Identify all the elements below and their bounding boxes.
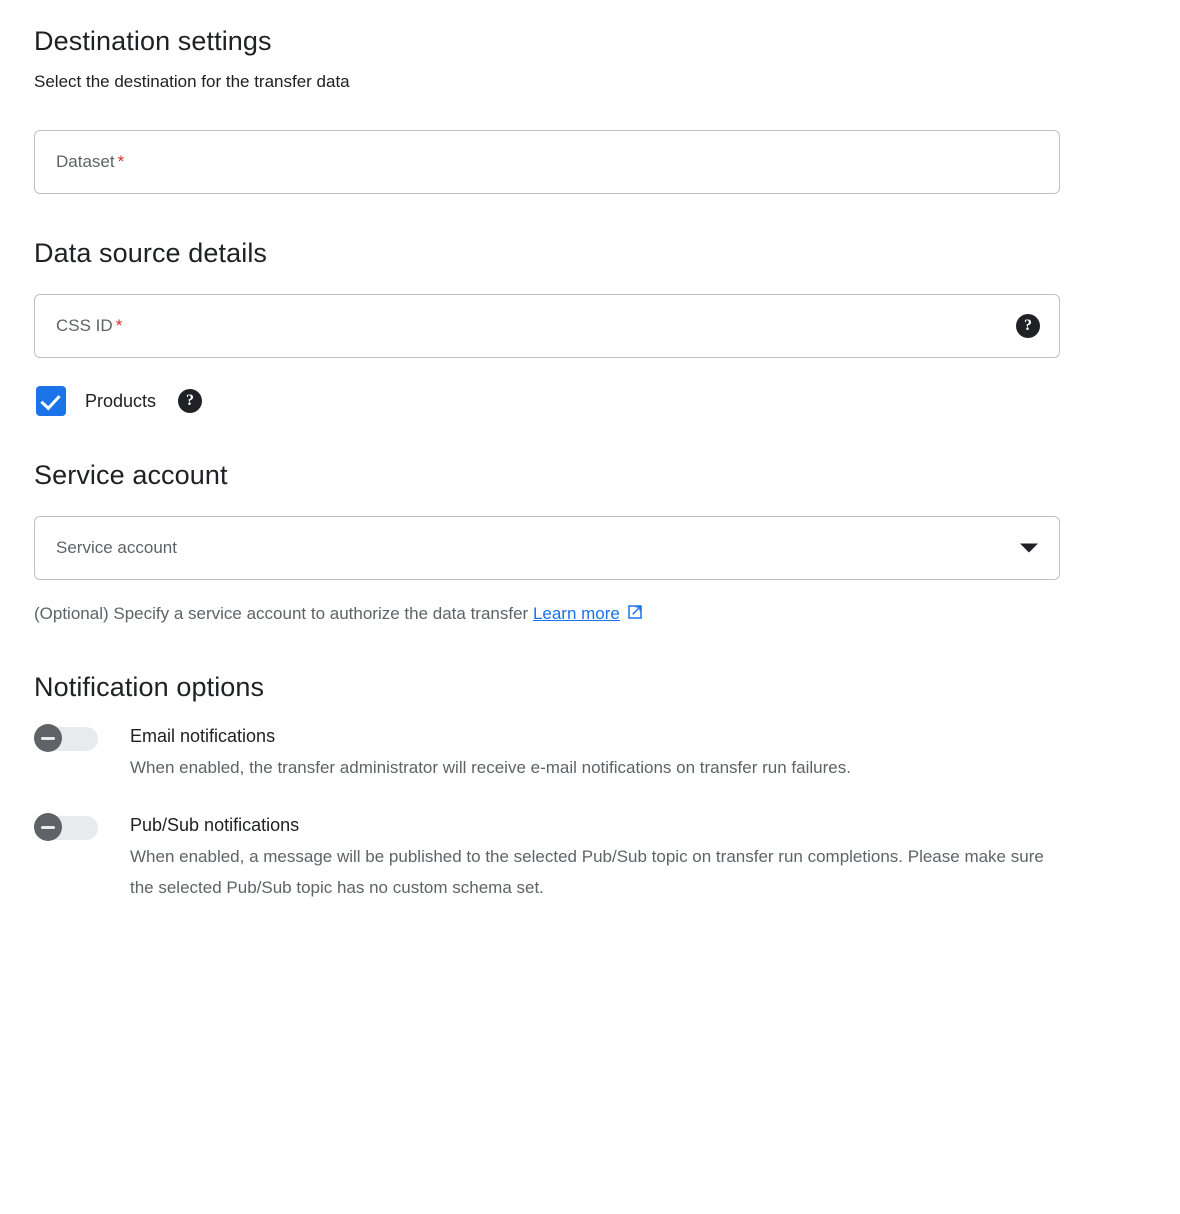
service-account-helper-text: (Optional) Specify a service account to authorize the data transfer (34, 604, 533, 623)
pubsub-notifications-toggle[interactable] (34, 815, 98, 841)
products-checkbox[interactable] (36, 386, 66, 416)
destination-subtitle: Select the destination for the transfer data (34, 72, 350, 91)
email-notifications-toggle[interactable] (34, 726, 98, 752)
dataset-label-text: Dataset (56, 152, 115, 171)
css-id-required-marker: * (115, 316, 123, 335)
service-account-helper (34, 602, 1146, 628)
dataset-required-marker: * (117, 152, 125, 171)
toggle-knob (34, 813, 62, 841)
toggle-knob (34, 724, 62, 752)
help-icon[interactable]: ? (178, 389, 202, 413)
email-notifications-row (34, 724, 1146, 783)
help-icon[interactable]: ? (1016, 314, 1040, 338)
service-account-select-label: Service account (56, 538, 177, 557)
products-label: Products (85, 391, 157, 411)
page-title: Destination settings (34, 26, 272, 56)
css-id-label-text: CSS ID (56, 316, 113, 335)
service-account-title: Service account (34, 460, 228, 490)
dataset-label (35, 151, 124, 173)
css-id-trailing (1016, 314, 1040, 338)
notification-options-title: Notification options (34, 672, 265, 702)
pubsub-notifications-row (34, 813, 1146, 903)
learn-more-link[interactable]: Learn more (532, 604, 620, 623)
dataset-field[interactable] (34, 130, 1060, 194)
chevron-down-icon[interactable] (1020, 544, 1038, 553)
pubsub-notifications-description: When enabled, a message will be published to the selected Pub/Sub topic on transfer run completions. Please make sure the selected Pub/Sub topic has no custom schema set. (130, 847, 1044, 897)
email-notifications-text (130, 724, 851, 783)
css-id-label (35, 315, 122, 337)
open-in-new-icon[interactable] (626, 603, 644, 628)
products-checkbox-row[interactable] (34, 386, 1146, 416)
email-notifications-label: Email notifications (130, 726, 276, 746)
pubsub-notifications-label: Pub/Sub notifications (130, 815, 300, 835)
service-account-select[interactable] (34, 516, 1060, 580)
css-id-field[interactable] (34, 294, 1060, 358)
data-source-title: Data source details (34, 238, 268, 268)
email-notifications-description: When enabled, the transfer administrator will receive e-mail notifications on transfer run failures. (130, 758, 851, 777)
pubsub-notifications-text (130, 813, 1070, 903)
